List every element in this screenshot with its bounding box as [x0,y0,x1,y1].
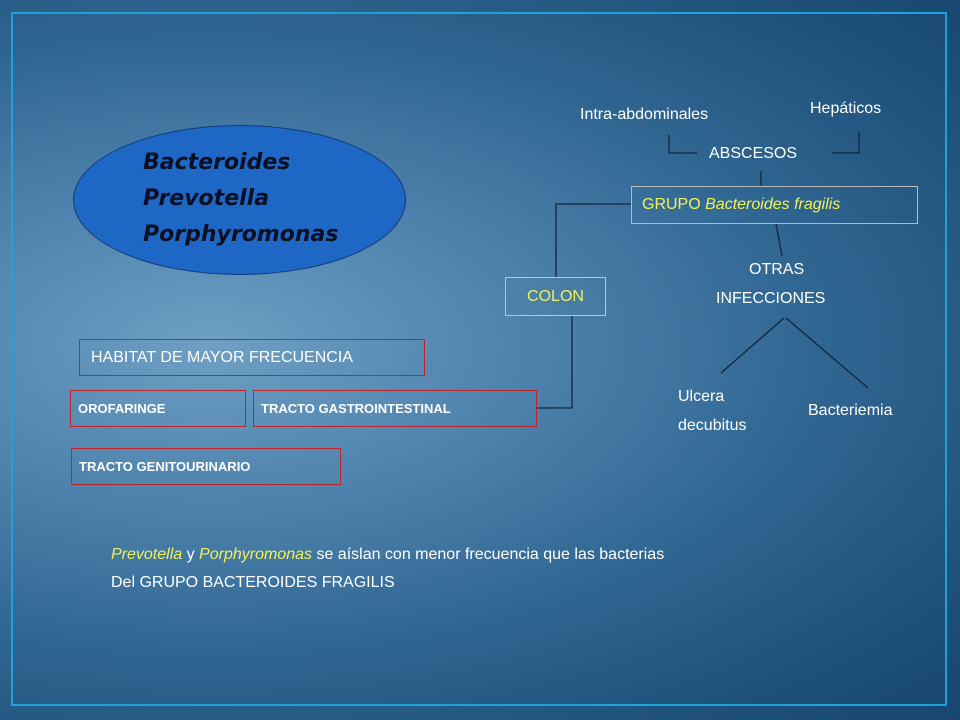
note-genus-prevotella: Prevotella [111,546,183,563]
note-rest: se aíslan con menor frecuencia que las bacterias [312,546,665,563]
habitat-title-box [79,339,425,376]
abscess-intra-abdominal: Intra-abdominales [580,106,709,123]
connector-intra-abscesos [669,135,697,153]
abscess-hepatic: Hepáticos [810,100,882,117]
ulcer-line2: decubitus [678,417,747,434]
genus-porphyromonas: Porphyromonas [143,222,339,247]
bacteremia-label: Bacteriemia [808,402,893,419]
connector-otras-ulcera [721,318,784,373]
connector-grupo-otras [776,224,782,256]
other-infections-line2: INFECCIONES [716,290,826,307]
grupo-bacteroides-fragilis-box [631,186,918,224]
connector-grupo-colon [556,204,631,277]
oropharynx-box [70,390,246,427]
oropharynx-label: OROFARINGE [78,401,166,416]
abscess-label: ABSCESOS [709,145,798,162]
ulcer-line1: Ulcera [678,388,725,405]
genus-bacteroides: Bacteroides [143,150,291,175]
habitat-title: HABITAT DE MAYOR FRECUENCIA [91,348,353,366]
gi-tract-label: TRACTO GASTROINTESTINAL [261,401,451,416]
connector-otras-bacteriemia [786,318,868,388]
note-line1 [111,546,664,564]
colon-label: COLON [527,287,584,305]
note-genus-porphyromonas: Porphyromonas [199,546,312,563]
colon-box [505,277,606,316]
gu-tract-label: TRACTO GENITOURINARIO [79,459,251,474]
note-line2: Del GRUPO BACTEROIDES FRAGILIS [111,574,395,591]
gu-tract-box [71,448,341,485]
note-conjunction: y [182,546,200,563]
grupo-species: Bacteroides fragilis [705,196,841,213]
connector-hepaticos-abscesos [832,132,859,153]
other-infections-line1: OTRAS [749,261,805,278]
genus-prevotella: Prevotella [143,186,270,211]
connector-colon-tracto [537,316,572,408]
grupo-prefix: GRUPO [642,196,706,213]
gi-tract-box [253,390,537,427]
